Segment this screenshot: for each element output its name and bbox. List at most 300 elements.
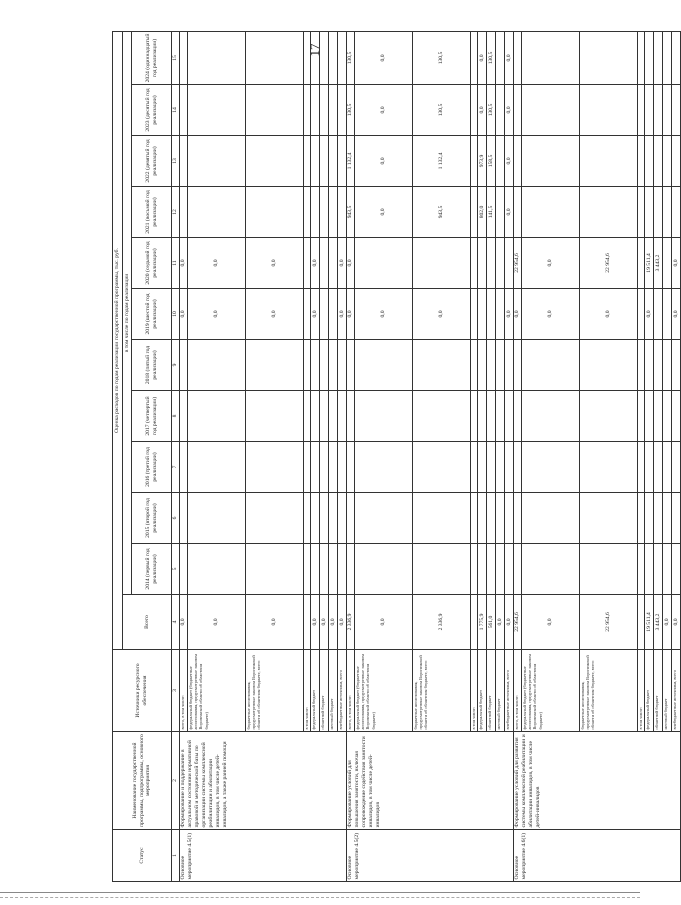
year-value-cell: 141,5 [487,187,496,238]
year-value-cell [304,31,311,84]
year-value-cell [496,442,505,493]
year-value-cell [355,442,413,493]
footer-rule [0,892,640,893]
year-value-cell [522,31,580,84]
year-value-cell: 0,0 [522,238,580,289]
year-value-cell [654,442,663,493]
year-value-cell [304,289,311,340]
year-value-cell [638,442,645,493]
header-year: 2020 (седьмой год реализации) [132,238,172,289]
year-value-cell [638,187,645,238]
total-cell: 0,0 [320,595,329,650]
year-value-cell [188,493,246,544]
year-value-cell [672,187,681,238]
year-value-cell [320,238,329,289]
year-value-cell: 0,0 [645,289,654,340]
year-value-cell: 943,5 [413,187,471,238]
table-row [347,31,355,881]
year-value-cell [471,289,478,340]
year-value-cell [320,340,329,391]
year-value-cell [471,31,478,84]
year-value-cell [663,238,672,289]
year-value-cell [496,493,505,544]
year-value-cell [522,391,580,442]
year-value-cell [496,187,505,238]
column-number: 3 [172,650,180,732]
year-value-cell [522,187,580,238]
header-costs: Оценка расходов по годам реализации государственной программы, тыс. руб. [113,31,123,649]
source-cell: бюджетные ассигнования, предусмотренные законом Воронежской области об областном бюджете, всего [413,650,471,732]
year-value-cell: 0,0 [505,136,514,187]
source-cell: областной бюджет [487,650,496,732]
year-value-cell [496,544,505,595]
year-value-cell [304,493,311,544]
year-value-cell [320,85,329,136]
year-value-cell [505,493,514,544]
year-value-cell [487,391,496,442]
total-cell: 0,0 [496,595,505,650]
year-value-cell [580,442,638,493]
source-cell: областной бюджет [320,650,329,732]
year-value-cell: 0,0 [338,289,347,340]
source-cell: внебюджетные источники, всего [672,650,681,732]
year-value-cell [654,340,663,391]
page-number-text: 17 [307,43,322,57]
year-value-cell [246,442,304,493]
source-cell: в том числе: [471,650,478,732]
year-value-cell [663,391,672,442]
year-value-cell [246,391,304,442]
total-cell: 0,0 [180,595,188,650]
year-value-cell [311,391,320,442]
year-value-cell [672,85,681,136]
year-value-cell: 0,0 [505,85,514,136]
year-value-cell [514,136,522,187]
total-cell [471,595,478,650]
year-value-cell [471,136,478,187]
table-header [113,31,180,881]
year-value-cell [505,238,514,289]
source-cell: внебюджетные источники, всего [338,650,347,732]
year-value-cell [663,187,672,238]
year-value-cell [311,187,320,238]
source-cell: всего, в том числе: [514,650,522,732]
total-cell: 0,0 [188,595,246,650]
source-cell: федеральный бюджет [311,650,320,732]
column-number: 12 [172,187,180,238]
total-cell: 0,0 [663,595,672,650]
year-value-cell [638,85,645,136]
measure-name-cell: Формирование условий для повышения занятости, включая сопровождение содействия занятости инвалидов, в том числе детей-инвалидов [347,732,514,830]
year-value-cell [329,136,338,187]
year-value-cell [487,289,496,340]
year-value-cell [514,493,522,544]
year-value-cell [471,391,478,442]
source-cell: всего, в том числе: [180,650,188,732]
year-value-cell [347,493,355,544]
year-value-cell [338,136,347,187]
year-value-cell [522,544,580,595]
year-value-cell [654,85,663,136]
year-value-cell [496,31,505,84]
year-value-cell [311,31,320,84]
column-number: 11 [172,238,180,289]
year-value-cell [311,85,320,136]
status-cell: Основное мероприятие 4.5(1) [180,830,347,882]
year-value-cell [471,442,478,493]
footer-rule-dashed [0,897,640,898]
year-value-cell: 0,0 [355,85,413,136]
table-body [180,31,681,881]
total-cell: 0,0 [522,595,580,650]
column-number: 4 [172,595,180,650]
year-value-cell [246,340,304,391]
header-name: Наименование государственной программы, подпрограммы, основного мероприятия [113,732,172,830]
year-value-cell: 0,0 [355,136,413,187]
year-value-cell [645,136,654,187]
total-cell: 0,0 [311,595,320,650]
source-cell: федеральный бюджет [478,650,487,732]
year-value-cell [654,187,663,238]
source-cell: в том числе: [304,650,311,732]
year-value-cell [514,442,522,493]
header-year: 2021 (восьмой год реализации) [132,187,172,238]
year-value-cell [471,493,478,544]
year-value-cell [355,238,413,289]
year-value-cell [320,31,329,84]
header-by-year: в том числе по годам реализации [123,31,132,594]
column-number: 10 [172,289,180,340]
year-value-cell [638,544,645,595]
year-value-cell [654,391,663,442]
year-value-cell [496,238,505,289]
year-value-cell: 0,0 [180,238,188,289]
year-value-cell [311,340,320,391]
year-value-cell [496,340,505,391]
total-cell: 0,0 [672,595,681,650]
year-value-cell [338,340,347,391]
year-value-cell [320,544,329,595]
year-value-cell [180,136,188,187]
year-value-cell [188,442,246,493]
year-value-cell [505,391,514,442]
year-value-cell [487,340,496,391]
year-value-cell [347,544,355,595]
year-value-cell [663,31,672,84]
year-value-cell [645,442,654,493]
total-cell: 22 954,6 [580,595,638,650]
total-cell: 2 336,9 [347,595,355,650]
year-value-cell: 0,0 [355,187,413,238]
year-value-cell [246,85,304,136]
year-value-cell [329,391,338,442]
year-value-cell [320,136,329,187]
year-value-cell: 130,5 [347,85,355,136]
year-value-cell: 0,0 [672,289,681,340]
column-number: 2 [172,732,180,830]
column-number: 1 [172,830,180,882]
source-cell: местный бюджет [663,650,672,732]
year-value-cell: 943,5 [347,187,355,238]
year-value-cell [338,442,347,493]
year-value-cell [320,493,329,544]
year-value-cell [505,340,514,391]
year-value-cell [188,340,246,391]
year-value-cell [355,340,413,391]
year-value-cell [514,85,522,136]
year-value-cell: 0,0 [413,289,471,340]
year-value-cell [188,187,246,238]
year-value-cell [638,493,645,544]
year-value-cell: 0,0 [188,289,246,340]
source-cell: бюджетные ассигнования, предусмотренные законом Воронежской области об областном бюджете, всего [246,650,304,732]
header-year: 2017 (четвертый год реализации) [132,391,172,442]
year-value-cell [355,391,413,442]
year-value-cell: 973,9 [478,136,487,187]
column-number: 5 [172,544,180,595]
year-value-cell [329,31,338,84]
year-value-cell [663,85,672,136]
year-value-cell [180,340,188,391]
year-value-cell [329,289,338,340]
year-value-cell [246,493,304,544]
rotated-table-sheet [112,32,679,882]
year-value-cell [672,544,681,595]
column-number: 15 [172,31,180,84]
year-value-cell [478,340,487,391]
year-value-cell: 130,5 [347,31,355,84]
year-value-cell [496,391,505,442]
year-value-cell: 0,0 [246,289,304,340]
year-value-cell [672,391,681,442]
year-value-cell [413,442,471,493]
year-value-cell [580,391,638,442]
year-value-cell: 0,0 [478,85,487,136]
year-value-cell [487,544,496,595]
year-value-cell: 0,0 [347,289,355,340]
year-value-cell [672,136,681,187]
year-value-cell [672,340,681,391]
measure-name-cell: Формирование условий для развития системы комплексной реабилитации и абилитации инвалидов, в том числе детей-инвалидов [514,732,681,830]
year-value-cell: 130,5 [413,85,471,136]
year-value-cell [413,493,471,544]
year-value-cell [320,289,329,340]
total-cell: 3 443,2 [654,595,663,650]
year-value-cell: 802,0 [478,187,487,238]
year-value-cell [304,442,311,493]
header-year: 2018 (пятый год реализации) [132,340,172,391]
year-value-cell: 130,5 [487,85,496,136]
year-value-cell [338,187,347,238]
year-value-cell: 0,0 [505,187,514,238]
year-value-cell [654,31,663,84]
year-value-cell [471,238,478,289]
year-value-cell: 0,0 [347,238,355,289]
year-value-cell [355,493,413,544]
year-value-cell [338,31,347,84]
total-cell: 0,0 [505,595,514,650]
year-value-cell [180,442,188,493]
year-value-cell [522,85,580,136]
year-value-cell [246,31,304,84]
year-value-cell [320,187,329,238]
year-value-cell: 0,0 [580,289,638,340]
year-value-cell [413,544,471,595]
year-value-cell [304,544,311,595]
year-value-cell: 22 954,6 [514,238,522,289]
year-value-cell [663,493,672,544]
year-value-cell [304,136,311,187]
total-cell: 0,0 [338,595,347,650]
status-cell: Основное мероприятие 4.6(1) [514,830,681,882]
source-cell: областной бюджет [654,650,663,732]
year-value-cell [413,391,471,442]
source-cell: федеральный бюджет (бюджетные ассигнования, предусмотренные законом Воронежской области об областном бюджете) [188,650,246,732]
year-value-cell [180,187,188,238]
year-value-cell [478,442,487,493]
year-value-cell [320,442,329,493]
year-value-cell [338,391,347,442]
source-cell: внебюджетные источники, всего [505,650,514,732]
year-value-cell [188,136,246,187]
header-year: 2014 (первый год реализации) [132,544,172,595]
header-year: 2019 (шестой год реализации) [132,289,172,340]
funding-table [112,31,681,882]
year-value-cell [347,391,355,442]
year-value-cell [645,31,654,84]
year-value-cell: 19 511,4 [645,238,654,289]
year-value-cell: 0,0 [505,31,514,84]
year-value-cell [304,85,311,136]
year-value-cell: 0,0 [478,31,487,84]
total-cell: 2 336,9 [413,595,471,650]
year-value-cell [246,136,304,187]
year-value-cell [188,544,246,595]
year-value-cell: 0,0 [355,31,413,84]
year-value-cell [663,544,672,595]
year-value-cell [505,442,514,493]
column-number: 6 [172,493,180,544]
year-value-cell [180,85,188,136]
year-value-cell [188,85,246,136]
year-value-cell: 0,0 [338,238,347,289]
year-value-cell [188,391,246,442]
year-value-cell [471,85,478,136]
total-cell [304,595,311,650]
year-value-cell [580,31,638,84]
year-value-cell [672,442,681,493]
year-value-cell [188,31,246,84]
source-cell: местный бюджет [329,650,338,732]
year-value-cell [180,493,188,544]
year-value-cell [654,289,663,340]
year-value-cell [338,544,347,595]
year-value-cell: 130,5 [413,31,471,84]
year-value-cell [320,391,329,442]
year-value-cell [654,544,663,595]
year-value-cell [478,544,487,595]
year-value-cell [505,544,514,595]
header-status: Статус [113,830,172,882]
header-total: Всего [123,595,172,650]
year-value-cell [522,442,580,493]
year-value-cell: 0,0 [311,289,320,340]
year-value-cell [311,442,320,493]
year-value-cell [580,85,638,136]
header-sources: Источники ресурсного обеспечения [113,650,172,732]
year-value-cell [638,340,645,391]
year-value-cell [638,238,645,289]
year-value-cell [663,136,672,187]
year-value-cell [638,136,645,187]
year-value-cell [471,187,478,238]
year-value-cell [478,238,487,289]
year-value-cell [580,493,638,544]
total-cell: 0,0 [246,595,304,650]
year-value-cell [180,31,188,84]
column-number: 13 [172,136,180,187]
year-value-cell [663,442,672,493]
year-value-cell [329,85,338,136]
year-value-cell [347,442,355,493]
year-value-cell: 1 132,4 [347,136,355,187]
source-cell: федеральный бюджет (бюджетные ассигнования, предусмотренные законом Воронежской области об областном бюджете) [355,650,413,732]
year-value-cell [471,544,478,595]
year-value-cell [311,136,320,187]
year-value-cell: 0,0 [355,289,413,340]
year-value-cell [654,493,663,544]
year-value-cell: 0,0 [505,289,514,340]
year-value-cell [329,187,338,238]
year-value-cell [246,187,304,238]
year-value-cell [311,544,320,595]
year-value-cell [338,493,347,544]
year-value-cell [638,31,645,84]
year-value-cell [522,136,580,187]
year-value-cell: 0,0 [180,289,188,340]
year-value-cell [672,493,681,544]
year-value-cell [329,544,338,595]
year-value-cell [347,340,355,391]
header-year: 2015 (второй год реализации) [132,493,172,544]
year-value-cell: 1 132,4 [413,136,471,187]
column-number: 8 [172,391,180,442]
year-value-cell [496,136,505,187]
year-value-cell [638,289,645,340]
total-cell: 0,0 [329,595,338,650]
year-value-cell [645,391,654,442]
year-value-cell [514,187,522,238]
year-value-cell [478,289,487,340]
total-cell: 0,0 [355,595,413,650]
year-value-cell: 22 954,6 [580,238,638,289]
source-cell: в том числе: [638,650,645,732]
year-value-cell [413,340,471,391]
year-value-cell: 0,0 [522,289,580,340]
year-value-cell [645,187,654,238]
year-value-cell [329,493,338,544]
column-number: 14 [172,85,180,136]
table-row [180,31,188,881]
year-value-cell: 0,0 [188,238,246,289]
year-value-cell [514,31,522,84]
year-value-cell [304,187,311,238]
total-cell: 1 775,9 [478,595,487,650]
year-value-cell [645,544,654,595]
year-value-cell [638,391,645,442]
year-value-cell [580,136,638,187]
year-value-cell [478,493,487,544]
